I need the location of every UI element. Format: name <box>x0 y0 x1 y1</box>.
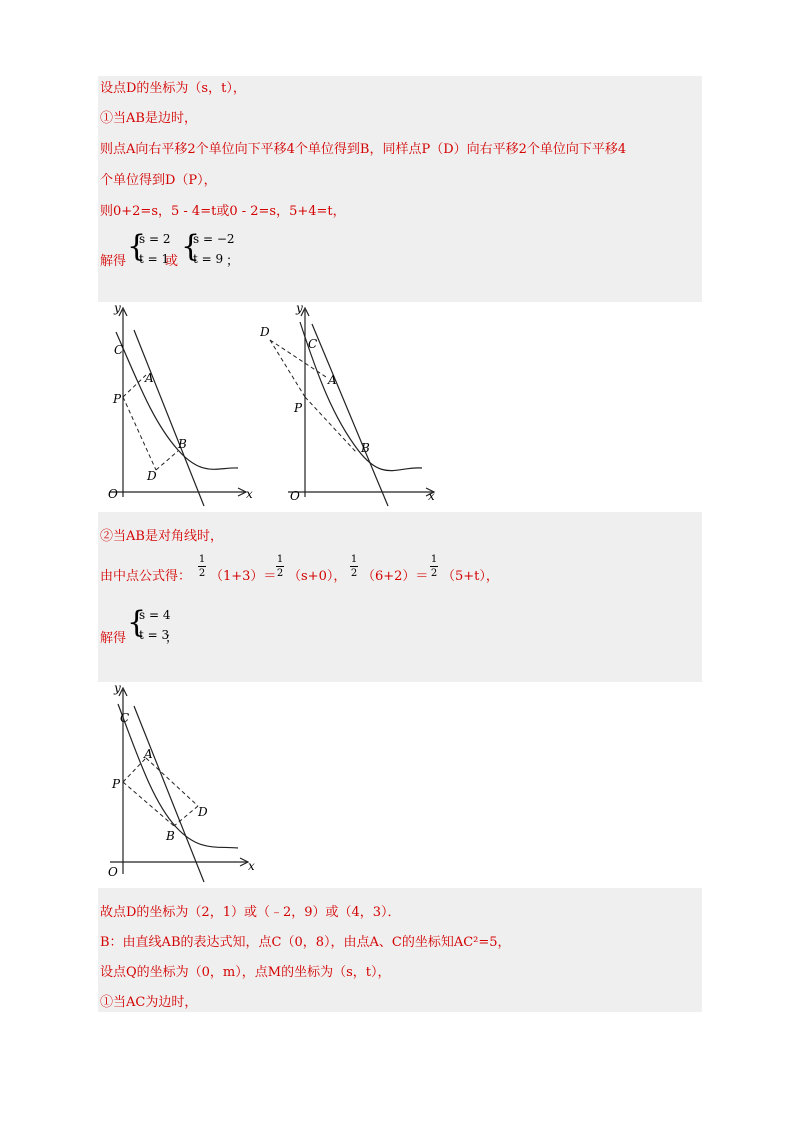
hyperbola-curve <box>118 704 238 848</box>
label-b: B <box>166 829 175 843</box>
line-ab <box>134 706 204 882</box>
dash-db <box>156 451 178 470</box>
label-d: D <box>260 325 270 339</box>
equation-system-2: { s = −2 t = 9 <box>181 229 235 266</box>
figure-2-graph <box>258 302 438 512</box>
label-b: B <box>361 441 370 455</box>
label-y: y <box>114 302 121 315</box>
semicolon-2: ； <box>165 631 179 646</box>
label-y: y <box>114 682 121 695</box>
dash-pa <box>123 758 146 782</box>
fraction-1: 1 2 <box>198 554 206 579</box>
equation-system-1: { s = 2 t = 1 <box>127 229 171 266</box>
dash-dp <box>270 340 305 397</box>
midpoint-label: 由中点公式得： <box>100 569 192 584</box>
hyperbola-curve <box>116 332 238 469</box>
figure-1-graph <box>98 302 258 512</box>
midpoint-part-2: （s+0）， <box>288 569 347 584</box>
fraction-3: 1 2 <box>350 554 358 579</box>
label-x: x <box>246 487 253 501</box>
label-c: C <box>114 343 124 357</box>
label-c: C <box>120 711 130 725</box>
line-10: 故点D的坐标为（2，1）或（﹣2，9）或（4，3）． <box>100 905 401 920</box>
or-label: 或 <box>165 254 179 269</box>
solve-label-2: 解得 <box>100 631 127 646</box>
label-a: A <box>328 373 337 387</box>
label-p: P <box>113 392 122 406</box>
line-3: 则点A向右平移2个单位向下平移4个单位得到B，同样点P（D）向右平移2个单位向下平移4 <box>100 142 627 157</box>
label-y: y <box>296 302 303 315</box>
line-4: 个单位得到D（P）， <box>100 173 217 188</box>
figure-2 <box>258 302 438 512</box>
line-13: ①当AC为边时， <box>100 995 198 1010</box>
line-ab <box>134 330 204 506</box>
line-1: 设点D的坐标为（s，t）， <box>100 81 246 96</box>
midpoint-part-4: （5+t）， <box>442 569 499 584</box>
label-a: A <box>144 747 153 761</box>
semicolon-1: ； <box>226 254 240 269</box>
figure-3 <box>98 682 258 888</box>
line-ab <box>312 324 388 506</box>
dash-ad <box>146 758 198 806</box>
midpoint-part-1: （1+3）＝ <box>210 569 277 584</box>
line-2: ①当AB是边时， <box>100 111 197 126</box>
label-x: x <box>428 489 435 503</box>
dash-pa <box>123 375 146 397</box>
label-x: x <box>248 859 255 873</box>
solve-label-1: 解得 <box>100 254 127 269</box>
fraction-2: 1 2 <box>276 554 284 579</box>
figure-1 <box>98 302 258 512</box>
label-c: C <box>308 337 318 351</box>
dash-da <box>270 340 326 377</box>
label-a: A <box>145 371 154 385</box>
equation-system-3: { s = 4 t = 3 <box>127 605 171 642</box>
label-d: D <box>198 805 208 819</box>
label-o: O <box>108 487 118 501</box>
line-11: B：由直线AB的表达式知，点C（0，8），由点A、C的坐标知AC²=5， <box>100 935 511 950</box>
label-p: P <box>294 401 303 415</box>
line-5: 则0+2=s，5 - 4=t或0 - 2=s，5+4=t， <box>100 204 346 219</box>
line-7: ②当AB是对角线时， <box>100 529 223 544</box>
figure-3-graph <box>98 682 258 888</box>
label-o: O <box>108 865 118 879</box>
fraction-4: 1 2 <box>430 554 438 579</box>
label-o: O <box>290 489 300 503</box>
line-12: 设点Q的坐标为（0，m），点M的坐标为（s，t）， <box>100 965 391 980</box>
midpoint-part-3: （6+2）＝ <box>362 569 429 584</box>
dash-pb <box>305 397 356 452</box>
label-d: D <box>147 469 157 483</box>
label-p: P <box>112 777 121 791</box>
label-b: B <box>178 437 187 451</box>
dash-pd <box>123 397 156 470</box>
